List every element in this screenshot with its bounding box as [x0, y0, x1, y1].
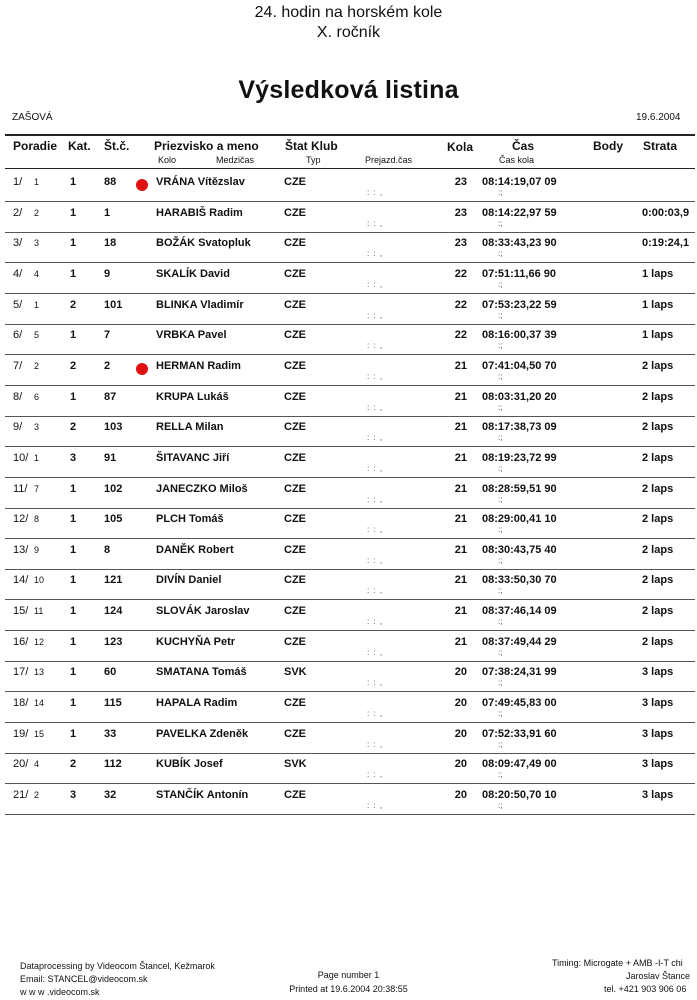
cell-category-rank: 11	[34, 606, 44, 617]
cell-time: 08:20:50,70 10	[482, 789, 557, 801]
cell-country: CZE	[284, 789, 306, 801]
cell-category: 1	[70, 267, 77, 280]
cell-time-behind: 1 laps	[642, 267, 674, 280]
cell-time: 07:53:23,22 59	[482, 298, 557, 311]
cell-time: 08:29:00,41 10	[482, 513, 557, 526]
cell-time: 08:37:49,44 29	[482, 635, 557, 648]
col-name: Priezvisko a meno	[154, 139, 259, 153]
cell-split-marks: : : ,	[367, 371, 384, 381]
cell-rider-name: SKALÍK David	[156, 267, 230, 280]
cell-split-marks: : : ,	[367, 739, 384, 749]
cell-laps: 21	[454, 635, 467, 648]
cell-category: 1	[70, 727, 77, 740]
cell-time: 08:14:19,07 09	[482, 176, 557, 188]
cell-rank: 3/	[13, 237, 23, 250]
cell-lap-marks: :;	[498, 341, 503, 351]
cell-rank: 5/	[13, 298, 23, 311]
cell-country: SVK	[284, 758, 307, 771]
cell-laps: 22	[454, 267, 467, 280]
cell-lap-marks: :;	[498, 525, 503, 535]
table-row	[5, 170, 695, 202]
footer-printed-at: Printed at 19.6.2004 20:38:55	[289, 984, 408, 994]
cell-start-number: 105	[104, 513, 123, 526]
cell-lap-marks: :;	[498, 310, 503, 320]
cell-country: SVK	[284, 666, 307, 679]
cell-time: 08:33:43,23 90	[482, 237, 557, 250]
cell-lap-marks: :;	[498, 678, 503, 688]
cell-rider-name: ŠITAVANC Jiří	[156, 451, 230, 464]
cell-time-behind: 2 laps	[642, 482, 674, 495]
cell-rider-name: BLINKA Vladimír	[156, 298, 244, 311]
cell-category-rank: 2	[34, 790, 40, 800]
cell-lap-marks: :;	[498, 494, 503, 504]
table-row	[5, 323, 695, 355]
cell-start-number: 7	[104, 329, 111, 342]
cell-start-number: 124	[104, 605, 123, 618]
cell-rank: 8/	[13, 390, 23, 403]
cell-category-rank: 2	[34, 207, 40, 218]
cell-split-marks: : : ,	[367, 709, 384, 719]
cell-category-rank: 3	[34, 422, 40, 433]
cell-category-rank: 1	[34, 177, 40, 187]
cell-time: 07:52:33,91 60	[482, 727, 557, 740]
cell-time: 08:14:22,97 59	[482, 206, 557, 219]
table-row	[5, 599, 695, 631]
cell-category-rank: 4	[34, 759, 40, 770]
cell-category-rank: 2	[34, 360, 40, 371]
cell-rider-name: HAPALA Radim	[156, 697, 238, 710]
cell-laps: 21	[454, 451, 467, 464]
cell-lap-marks: :;	[498, 770, 503, 780]
cell-country: CZE	[284, 543, 306, 556]
cell-rider-name: HERMAN Radim	[156, 359, 241, 372]
cell-rank: 11/	[13, 482, 28, 495]
cell-laps: 20	[454, 666, 467, 679]
cell-time-behind: 3 laps	[642, 666, 674, 679]
cell-category: 1	[70, 390, 77, 403]
event-edition: X. ročník	[316, 24, 381, 41]
cell-lap-marks: :;	[498, 371, 503, 381]
cell-time-behind: 2 laps	[642, 605, 674, 618]
cell-time-behind: 2 laps	[642, 513, 674, 526]
cell-time-behind: 2 laps	[642, 359, 674, 372]
cell-lap-marks: :;	[498, 739, 503, 749]
cell-rider-name: SMATANA Tomáš	[156, 666, 247, 679]
cell-category-rank: 9	[34, 544, 40, 555]
table-row	[5, 752, 695, 784]
cell-category-rank: 3	[34, 238, 40, 249]
footer-contact: Jaroslav Štance	[626, 971, 691, 981]
col-poradie: Poradie	[13, 139, 58, 153]
cell-laps: 23	[454, 206, 467, 219]
table-row	[5, 354, 695, 386]
table-row	[5, 568, 695, 600]
cell-laps: 21	[454, 574, 467, 587]
footer-page-number: Page number 1	[317, 970, 380, 980]
cell-country: CZE	[284, 298, 306, 311]
cell-country: CZE	[284, 390, 306, 403]
cell-country: CZE	[284, 329, 306, 342]
cell-time-behind: 3 laps	[642, 727, 674, 740]
cell-rank: 2/	[13, 206, 23, 219]
cell-time: 08:03:31,20 20	[482, 390, 557, 403]
cell-rank: 14/	[13, 574, 29, 587]
cell-rider-name: KRUPA Lukáš	[156, 390, 229, 403]
cell-country: CZE	[284, 513, 306, 526]
cell-split-marks: : : ,	[367, 433, 384, 443]
col-kola: Kola	[447, 140, 474, 154]
cell-laps: 20	[454, 789, 467, 801]
cell-rank: 10/	[13, 451, 29, 464]
cell-category: 1	[70, 237, 77, 250]
cell-split-marks: : : ,	[367, 279, 384, 289]
table-row	[5, 293, 695, 325]
cell-country: CZE	[284, 206, 306, 219]
cell-split-marks: : : ,	[367, 586, 384, 596]
header-bottom-rule	[5, 168, 695, 169]
cell-split-marks: : : ,	[367, 678, 384, 688]
cell-category: 1	[70, 697, 77, 710]
cell-laps: 20	[454, 697, 467, 710]
cell-split-marks: : : ,	[367, 310, 384, 320]
cell-time: 07:38:24,31 99	[482, 666, 557, 679]
cell-start-number: 87	[104, 390, 117, 403]
cell-rank: 13/	[13, 543, 29, 556]
cell-laps: 21	[454, 605, 467, 618]
cell-rider-name: BOŽÁK Svatopluk	[156, 237, 251, 250]
cell-lap-marks: :;	[498, 709, 503, 719]
table-row	[5, 783, 695, 815]
cell-category: 1	[70, 329, 77, 342]
cell-rank: 4/	[13, 267, 23, 280]
cell-rider-name: PLCH Tomáš	[156, 513, 224, 526]
red-dot-marker	[136, 179, 148, 191]
cell-category: 3	[70, 451, 77, 464]
col-strata: Strata	[643, 139, 678, 153]
cell-split-marks: : : ,	[367, 463, 384, 473]
cell-lap-marks: :;	[498, 647, 503, 657]
cell-time: 08:17:38,73 09	[482, 421, 557, 434]
cell-start-number: 33	[104, 727, 117, 740]
cell-laps: 22	[454, 298, 467, 311]
cell-laps: 21	[454, 543, 467, 556]
cell-category-rank: 13	[34, 667, 45, 678]
sub-prejazd: Prejazd.čas	[365, 155, 413, 165]
cell-laps: 21	[454, 390, 467, 403]
cell-laps: 21	[454, 513, 467, 526]
cell-time-behind: 2 laps	[642, 635, 674, 648]
cell-category: 1	[70, 176, 77, 188]
cell-laps: 23	[454, 237, 467, 250]
cell-split-marks: : : ,	[367, 647, 384, 657]
cell-rank: 16/	[13, 635, 29, 648]
cell-split-marks: : : ,	[367, 249, 384, 259]
cell-rank: 17/	[13, 666, 29, 679]
cell-country: CZE	[284, 451, 306, 464]
cell-time: 08:37:46,14 09	[482, 605, 557, 618]
cell-country: CZE	[284, 421, 306, 434]
cell-split-marks: : : ,	[367, 402, 384, 412]
table-row	[5, 630, 695, 662]
cell-category: 2	[70, 298, 77, 311]
cell-lap-marks: :;	[498, 218, 503, 228]
cell-time-behind: 2 laps	[642, 574, 674, 587]
cell-laps: 22	[454, 329, 467, 342]
cell-time-behind: 0:19:24,1	[642, 237, 690, 250]
cell-rider-name: KUBÍK Josef	[156, 758, 223, 771]
cell-rank: 20/	[13, 758, 29, 771]
cell-rider-name: STANČÍK Antonín	[156, 789, 249, 801]
cell-split-marks: : : ,	[367, 770, 384, 780]
cell-lap-marks: :;	[498, 617, 503, 627]
cell-time: 07:49:45,83 00	[482, 697, 557, 710]
cell-start-number: 121	[104, 574, 123, 587]
table-row	[5, 538, 695, 570]
cell-rank: 18/	[13, 697, 29, 710]
cell-country: CZE	[284, 727, 306, 740]
table-row	[5, 507, 695, 539]
cell-category: 1	[70, 635, 77, 648]
cell-time: 08:30:43,75 40	[482, 543, 557, 556]
cell-start-number: 1	[104, 206, 111, 219]
cell-split-marks: : : ,	[367, 188, 384, 197]
cell-category: 1	[70, 206, 77, 219]
cell-country: CZE	[284, 574, 306, 587]
cell-time: 08:09:47,49 00	[482, 758, 557, 771]
col-stat-klub: Štat Klub	[285, 139, 338, 153]
cell-category-rank: 7	[34, 483, 40, 494]
cell-country: CZE	[284, 697, 306, 710]
cell-laps: 21	[454, 421, 467, 434]
cell-split-marks: : : ,	[367, 801, 384, 810]
cell-time: 08:28:59,51 90	[482, 482, 557, 495]
footer-dataprocessing: Dataprocessing by Videocom Štancel, Kežmarok	[20, 961, 215, 971]
cell-category: 1	[70, 513, 77, 526]
cell-rider-name: DIVÍN Daniel	[156, 574, 222, 587]
cell-rider-name: SLOVÁK Jaroslav	[156, 605, 250, 618]
table-row	[5, 231, 695, 263]
page-title: Výsledková listina	[238, 76, 459, 104]
cell-split-marks: : : ,	[367, 525, 384, 535]
col-body: Body	[593, 139, 623, 153]
table-row	[5, 446, 695, 478]
cell-category: 2	[70, 421, 77, 434]
cell-country: CZE	[284, 359, 306, 372]
cell-start-number: 2	[104, 359, 111, 372]
cell-time: 08:16:00,37 39	[482, 329, 557, 342]
cell-country: CZE	[284, 237, 306, 250]
footer-email: Email: STANCEL@videocom.sk	[20, 974, 148, 984]
table-row	[5, 385, 695, 417]
cell-rank: 6/	[13, 329, 23, 342]
cell-split-marks: : : ,	[367, 494, 384, 504]
cell-lap-marks: :;	[498, 402, 503, 412]
cell-lap-marks: :;	[498, 433, 503, 443]
cell-category-rank: 1	[34, 299, 40, 310]
table-row	[5, 660, 695, 692]
cell-start-number: 102	[104, 482, 123, 495]
cell-time-behind: 0:00:03,9	[642, 206, 690, 219]
cell-rider-name: VRBKA Pavel	[156, 329, 227, 342]
cell-category: 2	[70, 758, 77, 771]
sub-kolo: Kolo	[158, 155, 177, 165]
cell-country: CZE	[284, 635, 306, 648]
cell-category: 1	[70, 543, 77, 556]
cell-rank: 12/	[13, 513, 29, 526]
cell-laps: 20	[454, 727, 467, 740]
event-location: ZAŠOVÁ	[12, 112, 53, 123]
cell-start-number: 32	[104, 789, 117, 801]
cell-category: 3	[70, 789, 77, 801]
col-stc: Št.č.	[104, 139, 130, 153]
cell-rank: 7/	[13, 359, 23, 372]
cell-start-number: 91	[104, 451, 117, 464]
cell-rank: 1/	[13, 176, 23, 188]
cell-start-number: 101	[104, 298, 123, 311]
cell-category: 1	[70, 666, 77, 679]
cell-time-behind: 1 laps	[642, 329, 674, 342]
cell-start-number: 8	[104, 543, 111, 556]
cell-category: 1	[70, 605, 77, 618]
cell-laps: 20	[454, 758, 467, 771]
cell-category-rank: 14	[34, 698, 45, 709]
cell-time: 08:19:23,72 99	[482, 451, 557, 464]
cell-split-marks: : : ,	[367, 617, 384, 627]
cell-time-behind: 2 laps	[642, 543, 674, 556]
cell-rider-name: VRÁNA Vítězslav	[156, 176, 245, 188]
cell-laps: 21	[454, 359, 467, 372]
cell-category: 2	[70, 359, 77, 372]
event-date: 19.6.2004	[636, 112, 681, 123]
cell-start-number: 112	[104, 758, 122, 771]
cell-category-rank: 15	[34, 728, 45, 739]
cell-time-behind: 3 laps	[642, 697, 674, 710]
event-title: 24. hodin na horském kole	[254, 4, 443, 21]
cell-time-behind: 2 laps	[642, 421, 674, 434]
cell-time-behind: 2 laps	[642, 451, 674, 464]
cell-split-marks: : : ,	[367, 218, 384, 228]
table-row	[5, 691, 695, 723]
cell-lap-marks: :;	[498, 279, 503, 289]
cell-start-number: 103	[104, 421, 123, 434]
cell-lap-marks: :;	[498, 801, 503, 810]
cell-lap-marks: :;	[498, 555, 503, 565]
cell-split-marks: : : ,	[367, 555, 384, 565]
cell-time: 08:33:50,30 70	[482, 574, 557, 587]
cell-category: 1	[70, 574, 77, 587]
cell-category: 1	[70, 482, 77, 495]
sub-typ: Typ	[306, 155, 321, 165]
cell-category-rank: 10	[34, 575, 45, 586]
cell-category-rank: 6	[34, 391, 40, 402]
cell-time-behind: 1 laps	[642, 298, 674, 311]
cell-rank: 9/	[13, 421, 23, 434]
cell-lap-marks: :;	[498, 188, 503, 197]
header-top-rule	[5, 134, 695, 136]
cell-country: CZE	[284, 267, 306, 280]
footer-phone: tel. +421 903 906 06	[604, 984, 687, 994]
cell-start-number: 18	[104, 237, 117, 250]
cell-time: 07:41:04,50 70	[482, 359, 557, 372]
cell-rank: 15/	[13, 605, 29, 618]
cell-laps: 23	[454, 176, 467, 188]
cell-time-behind: 3 laps	[642, 758, 674, 771]
cell-rider-name: HARABIŠ Radim	[156, 206, 243, 219]
cell-start-number: 9	[104, 267, 111, 280]
col-kat: Kat.	[68, 139, 91, 153]
cell-start-number: 123	[104, 635, 123, 648]
cell-start-number: 60	[104, 666, 117, 679]
cell-rider-name: KUCHYŇA Petr	[156, 635, 236, 648]
cell-rider-name: PAVELKA Zdeněk	[156, 727, 249, 740]
cell-category-rank: 8	[34, 514, 40, 525]
cell-category-rank: 4	[34, 268, 40, 279]
col-cas: Čas	[512, 139, 535, 153]
cell-rider-name: RELLA Milan	[156, 421, 224, 434]
cell-category-rank: 1	[34, 452, 40, 463]
red-dot-marker	[136, 363, 148, 375]
cell-time-behind: 3 laps	[642, 789, 674, 801]
cell-lap-marks: :;	[498, 249, 503, 259]
cell-rider-name: DANĚK Robert	[156, 543, 234, 556]
cell-time: 07:51:11,66 90	[482, 267, 557, 280]
cell-start-number: 88	[104, 176, 117, 188]
sub-cas-kola: Čas kola	[499, 155, 535, 165]
cell-time-behind: 2 laps	[642, 390, 674, 403]
table-row	[5, 415, 695, 447]
cell-laps: 21	[454, 482, 467, 495]
cell-country: CZE	[284, 482, 306, 495]
cell-lap-marks: :;	[498, 586, 503, 596]
cell-split-marks: : : ,	[367, 341, 384, 351]
table-row	[5, 201, 695, 233]
table-row	[5, 722, 695, 754]
cell-category-rank: 12	[34, 636, 45, 647]
cell-category-rank: 5	[34, 330, 40, 341]
cell-lap-marks: :;	[498, 463, 503, 473]
footer-website: w w w .videocom.sk	[20, 987, 100, 997]
cell-country: CZE	[284, 176, 306, 188]
table-row	[5, 262, 695, 294]
footer-timing: Timing: Microgate + AMB -I-T chi	[552, 958, 683, 968]
table-row	[5, 477, 695, 509]
cell-country: CZE	[284, 605, 306, 618]
cell-rank: 19/	[13, 727, 29, 740]
sub-medzicas: Medzičas	[216, 155, 255, 165]
cell-rider-name: JANECZKO Miloš	[156, 482, 248, 495]
cell-start-number: 115	[104, 697, 122, 710]
cell-rank: 21/	[13, 789, 29, 801]
